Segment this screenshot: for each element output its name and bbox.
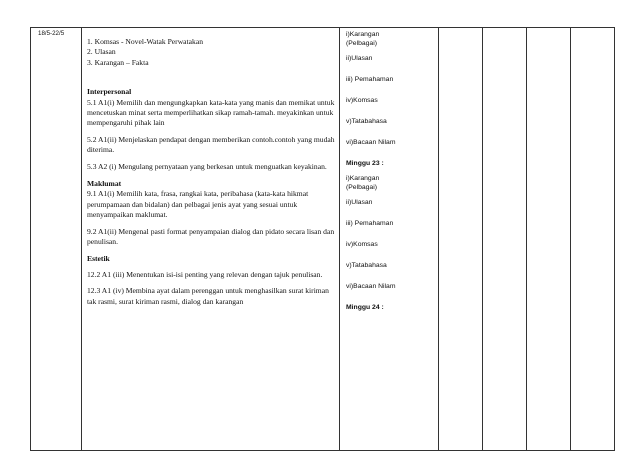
weekly-item: iii) Pemahaman: [346, 220, 394, 227]
weekly-item: iv)Komsas: [346, 97, 378, 104]
weekly-item: iv)Komsas: [346, 241, 378, 248]
empty-cell: [439, 28, 483, 451]
weekly-item: v)Tatabahasa: [346, 262, 387, 269]
weekly-item: i)Karangan: [346, 175, 380, 182]
weekly-item: ii)Ulasan: [346, 199, 373, 206]
weekly-item: i)Karangan: [346, 31, 380, 38]
section-heading-interpersonal: Interpersonal: [87, 87, 132, 97]
week-24-label: Minggu 24 :: [346, 304, 384, 311]
lesson-plan-table: [30, 27, 615, 451]
weekly-item: vi)Bacaan Nilam: [346, 139, 396, 146]
weekly-item: vi)Bacaan Nilam: [346, 283, 396, 290]
topic-item: 2. Ulasan: [87, 47, 116, 57]
objective-item: 12.3 A1 (iv) Membina ayat dalam perenggan untuk menghasilkan surat kiriman tak rasmi, surat kiriman rasmi, dialog dan karangan: [87, 286, 329, 306]
date-cell: [31, 28, 82, 451]
content-cell: [82, 28, 340, 451]
weekly-item: iii) Pemahaman: [346, 76, 394, 83]
week-23-label: Minggu 23 :: [346, 160, 384, 167]
objective-item: 5.1 A1(i) Memilih dan mengungkapkan kata-kata yang manis dan memikat untuk mencetuskan minat serta memperlihatkan sikap ramah-tamah. meyakinkan untuk mempengaruhi pihak lain: [87, 97, 335, 128]
empty-cell: [483, 28, 527, 451]
topic-item: 3. Karangan – Fakta: [87, 57, 149, 67]
weekly-item: (Pelbagai): [346, 40, 377, 47]
objective-item: 12.2 A1 (iii) Menentukan isi-isi penting yang relevan dengan tajuk penulisan.: [87, 269, 323, 279]
objective-item: 5.3 A2 (i) Mengulang pernyataan yang berkesan untuk menguatkan keyakinan.: [87, 161, 327, 171]
section-heading-maklumat: Maklumat: [87, 179, 122, 189]
empty-cell: [571, 28, 615, 451]
empty-cell: [527, 28, 571, 451]
objective-item: 9.1 A1(i) Memilih kata, frasa, rangkai kata, peribahasa (kata-kata hikmat perumpamaan dan bidalan) dan pelbagai jenis ayat yang sesuai untuk menyampaikan maklumat.: [87, 189, 309, 220]
objective-item: 9.2 A1(ii) Mengenal pasti format penyampaian dialog dan pidato secara lisan dan penulisan.: [87, 226, 335, 247]
table-row: [31, 28, 615, 451]
weekly-item: ii)Ulasan: [346, 55, 373, 62]
date-range: 18/5-22/5: [38, 30, 65, 37]
objective-item: 5.2 A1(ii) Menjelaskan pendapat dengan memberikan contoh.contoh yang mudah diterima.: [87, 134, 335, 155]
weekly-item: v)Tatabahasa: [346, 118, 387, 125]
topic-item: 1. Komsas - Novel-Watak Perwatakan: [87, 37, 204, 46]
weekly-item: (Pelbagai): [346, 184, 377, 191]
weekly-cell: [340, 28, 439, 451]
section-heading-estetik: Estetik: [87, 253, 110, 263]
